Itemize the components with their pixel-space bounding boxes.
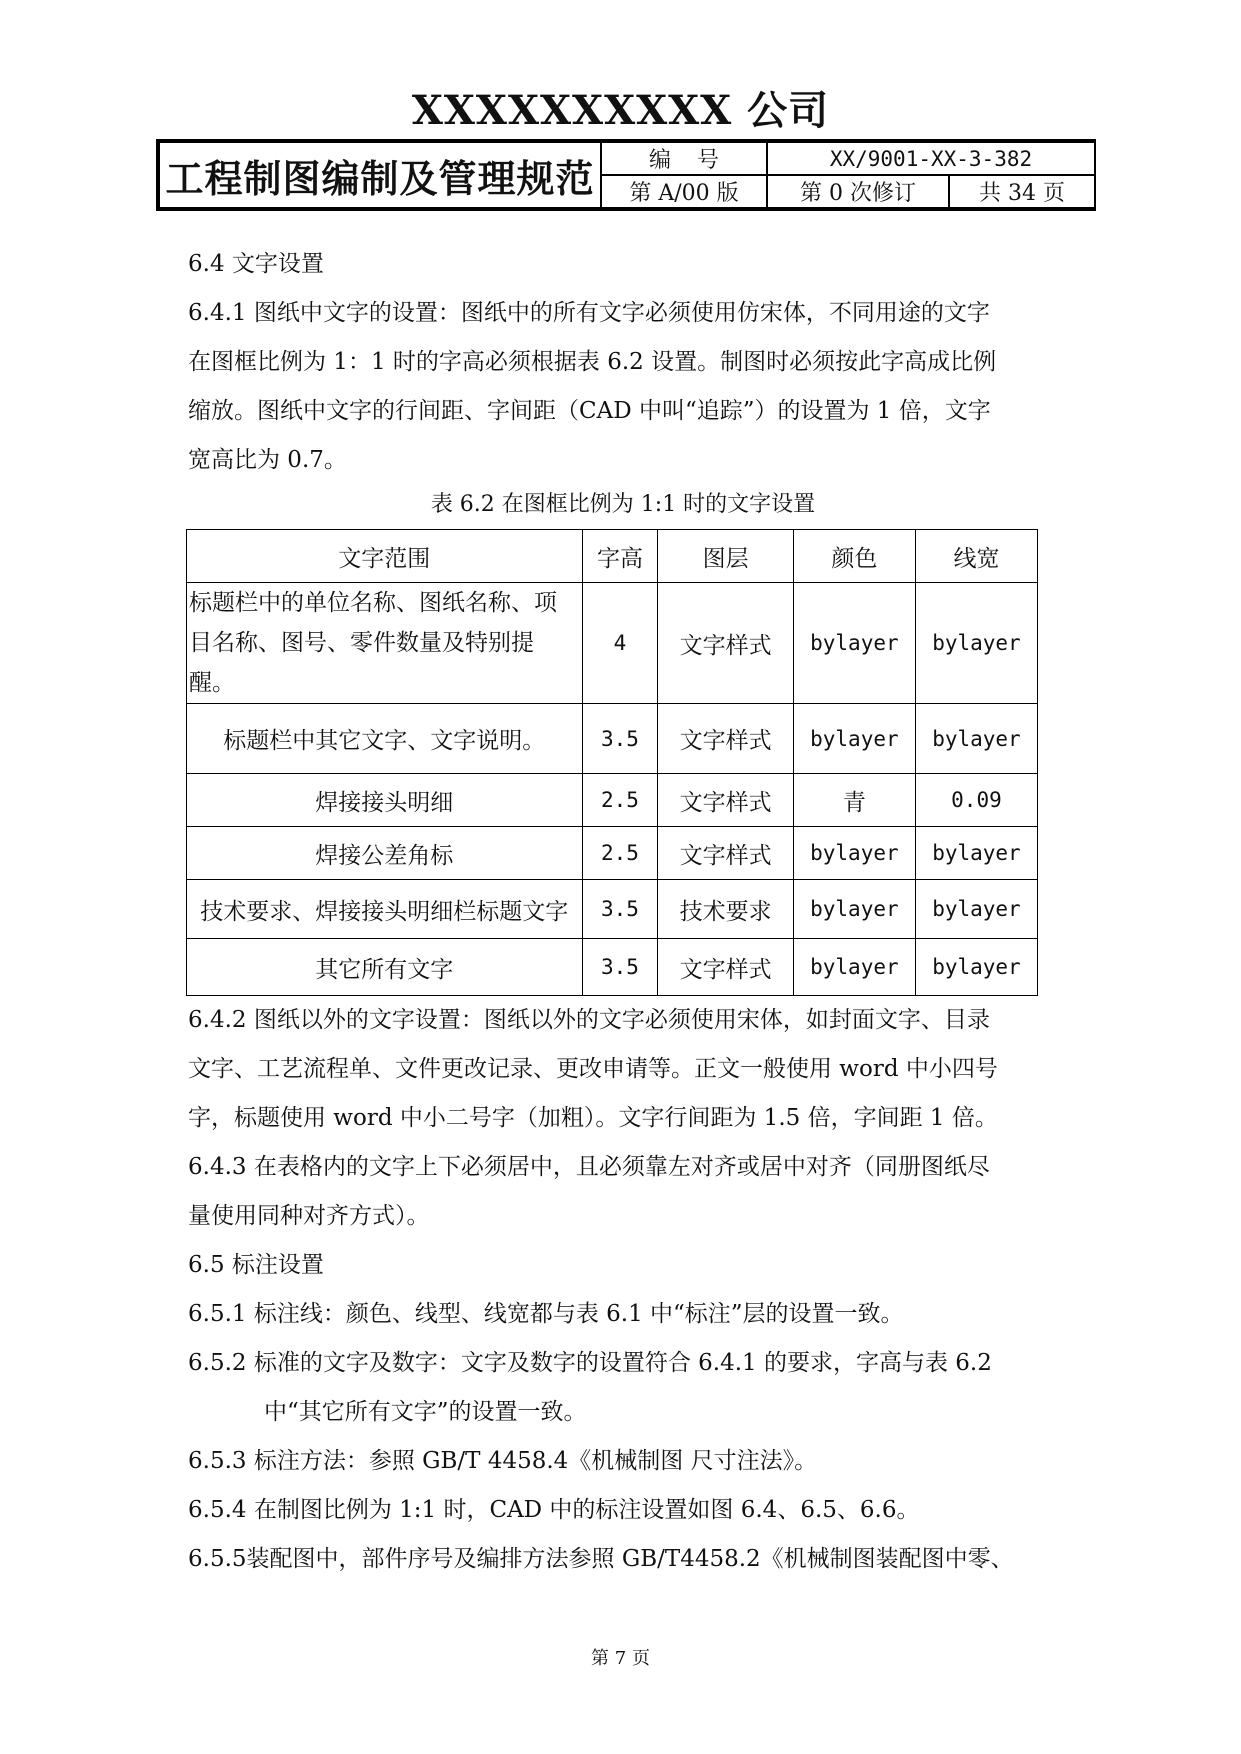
meta-row-number bbox=[602, 143, 1094, 174]
company-name: XXXXXXXXXX 公司 bbox=[411, 87, 830, 134]
para-6-4-2-line3: 字，标题使用 word 中小二号字（加粗）。文字行间距为 1.5 倍，字间距 1 倍。 bbox=[188, 1105, 998, 1131]
cell-range: 焊接公差角标 bbox=[187, 827, 583, 880]
cell-color: bylayer bbox=[793, 704, 915, 774]
para-6-5-3: 6.5.3 标注方法：参照 GB/T 4458.4《机械制图 尺寸注法》。 bbox=[188, 1448, 818, 1474]
document-body bbox=[188, 240, 1058, 1584]
document-header-table bbox=[156, 139, 1096, 211]
cell-width: bylayer bbox=[915, 583, 1037, 704]
version-cell: 第 A/00 版 bbox=[602, 176, 768, 207]
revision-cell: 第 0 次修订 bbox=[768, 176, 950, 207]
cell-layer: 文字样式 bbox=[658, 827, 793, 880]
cell-width: bylayer bbox=[915, 939, 1037, 996]
para-6-4-1-line4: 宽高比为 0.7。 bbox=[188, 447, 347, 473]
header-color: 颜色 bbox=[793, 530, 915, 583]
para-6-5-1: 6.5.1 标注线：颜色、线型、线宽都与表 6.1 中“标注”层的设置一致。 bbox=[188, 1301, 904, 1327]
cell-width: bylayer bbox=[915, 827, 1037, 880]
cell-layer: 文字样式 bbox=[658, 704, 793, 774]
cell-height: 2.5 bbox=[582, 827, 658, 880]
para-6-5-5: 6.5.5装配图中，部件序号及编排方法参照 GB/T4458.2《机械制图装配图中零、 bbox=[188, 1546, 1014, 1572]
para-6-4-3-line1: 6.4.3 在表格内的文字上下必须居中，且必须靠左对齐或居中对齐（同册图纸尽 bbox=[188, 1154, 990, 1180]
number-value: XX/9001-XX-3-382 bbox=[829, 146, 1033, 171]
header-layer: 图层 bbox=[658, 530, 793, 583]
para-6-5-4: 6.5.4 在制图比例为 1:1 时，CAD 中的标注设置如图 6.4、6.5、6.6。 bbox=[188, 1497, 920, 1523]
header-width: 线宽 bbox=[915, 530, 1037, 583]
cell-width: bylayer bbox=[915, 704, 1037, 774]
heading-6-5: 6.5 标注设置 bbox=[188, 1252, 324, 1278]
para-6-4-1-line3: 缩放。图纸中文字的行间距、字间距（CAD 中叫“追踪”）的设置为 1 倍，文字 bbox=[188, 398, 991, 424]
para-6-4-1-line2: 在图框比例为 1：1 时的字高必须根据表 6.2 设置。制图时必须按此字高成比例 bbox=[188, 349, 997, 375]
cell-color: bylayer bbox=[793, 880, 915, 939]
table-caption: 表 6.2 在图框比例为 1:1 时的文字设置 bbox=[430, 492, 816, 517]
number-label-text: 编号 bbox=[648, 148, 745, 173]
table-row bbox=[187, 827, 1038, 880]
cell-range: 焊接接头明细 bbox=[187, 774, 583, 827]
page-count-cell: 共 34 页 bbox=[979, 181, 1065, 206]
cell-range: 技术要求、焊接接头明细栏标题文字 bbox=[187, 880, 583, 939]
cell-color: bylayer bbox=[793, 583, 915, 704]
cell-width: 0.09 bbox=[915, 774, 1037, 827]
para-6-4-2-line1: 6.4.2 图纸以外的文字设置：图纸以外的文字必须使用宋体，如封面文字、目录 bbox=[188, 1007, 990, 1033]
cell-color: bylayer bbox=[793, 827, 915, 880]
cell-color: 青 bbox=[793, 774, 915, 827]
meta-row-version bbox=[602, 174, 1094, 207]
document-meta-grid bbox=[602, 143, 1094, 207]
cell-height: 4 bbox=[582, 583, 658, 704]
cell-height: 3.5 bbox=[582, 704, 658, 774]
heading-6-4: 6.4 文字设置 bbox=[188, 251, 324, 277]
cell-layer: 文字样式 bbox=[658, 583, 793, 704]
table-row bbox=[187, 880, 1038, 939]
cell-height: 2.5 bbox=[582, 774, 658, 827]
table-header-row bbox=[187, 530, 1038, 583]
cell-height: 3.5 bbox=[582, 880, 658, 939]
para-6-4-3-line2: 量使用同种对齐方式）。 bbox=[188, 1203, 430, 1229]
cell-range: 其它所有文字 bbox=[187, 939, 583, 996]
cell-width: bylayer bbox=[915, 880, 1037, 939]
table-row bbox=[187, 583, 1038, 704]
cell-range-line1: 标题栏中的单位名称、图纸名称、项 bbox=[189, 590, 557, 616]
number-label bbox=[602, 143, 768, 174]
text-settings-table bbox=[186, 529, 1038, 996]
cell-color: bylayer bbox=[793, 939, 915, 996]
page-number: 第 7 页 bbox=[591, 1648, 650, 1669]
cell-range: 标题栏中其它文字、文字说明。 bbox=[187, 704, 583, 774]
para-6-4-2-line2: 文字、工艺流程单、文件更改记录、更改申请等。正文一般使用 word 中小四号 bbox=[188, 1056, 998, 1082]
cell-range-line2: 目名称、图号、零件数量及特别提醒。 bbox=[189, 630, 534, 696]
cell-height: 3.5 bbox=[582, 939, 658, 996]
table-row bbox=[187, 774, 1038, 827]
document-title: 工程制图编制及管理规范 bbox=[160, 143, 602, 207]
cell-range bbox=[187, 583, 583, 704]
cell-layer: 文字样式 bbox=[658, 939, 793, 996]
table-row bbox=[187, 939, 1038, 996]
cell-layer: 文字样式 bbox=[658, 774, 793, 827]
header-range: 文字范围 bbox=[187, 530, 583, 583]
table-row bbox=[187, 704, 1038, 774]
para-6-5-2-line1: 6.5.2 标准的文字及数字：文字及数字的设置符合 6.4.1 的要求，字高与表 6.2 bbox=[188, 1350, 992, 1376]
para-6-5-2-line2: 中“其它所有文字”的设置一致。 bbox=[264, 1399, 587, 1425]
cell-layer: 技术要求 bbox=[658, 880, 793, 939]
para-6-4-1-line1: 6.4.1 图纸中文字的设置：图纸中的所有文字必须使用仿宋体，不同用途的文字 bbox=[188, 300, 990, 326]
header-height: 字高 bbox=[582, 530, 658, 583]
